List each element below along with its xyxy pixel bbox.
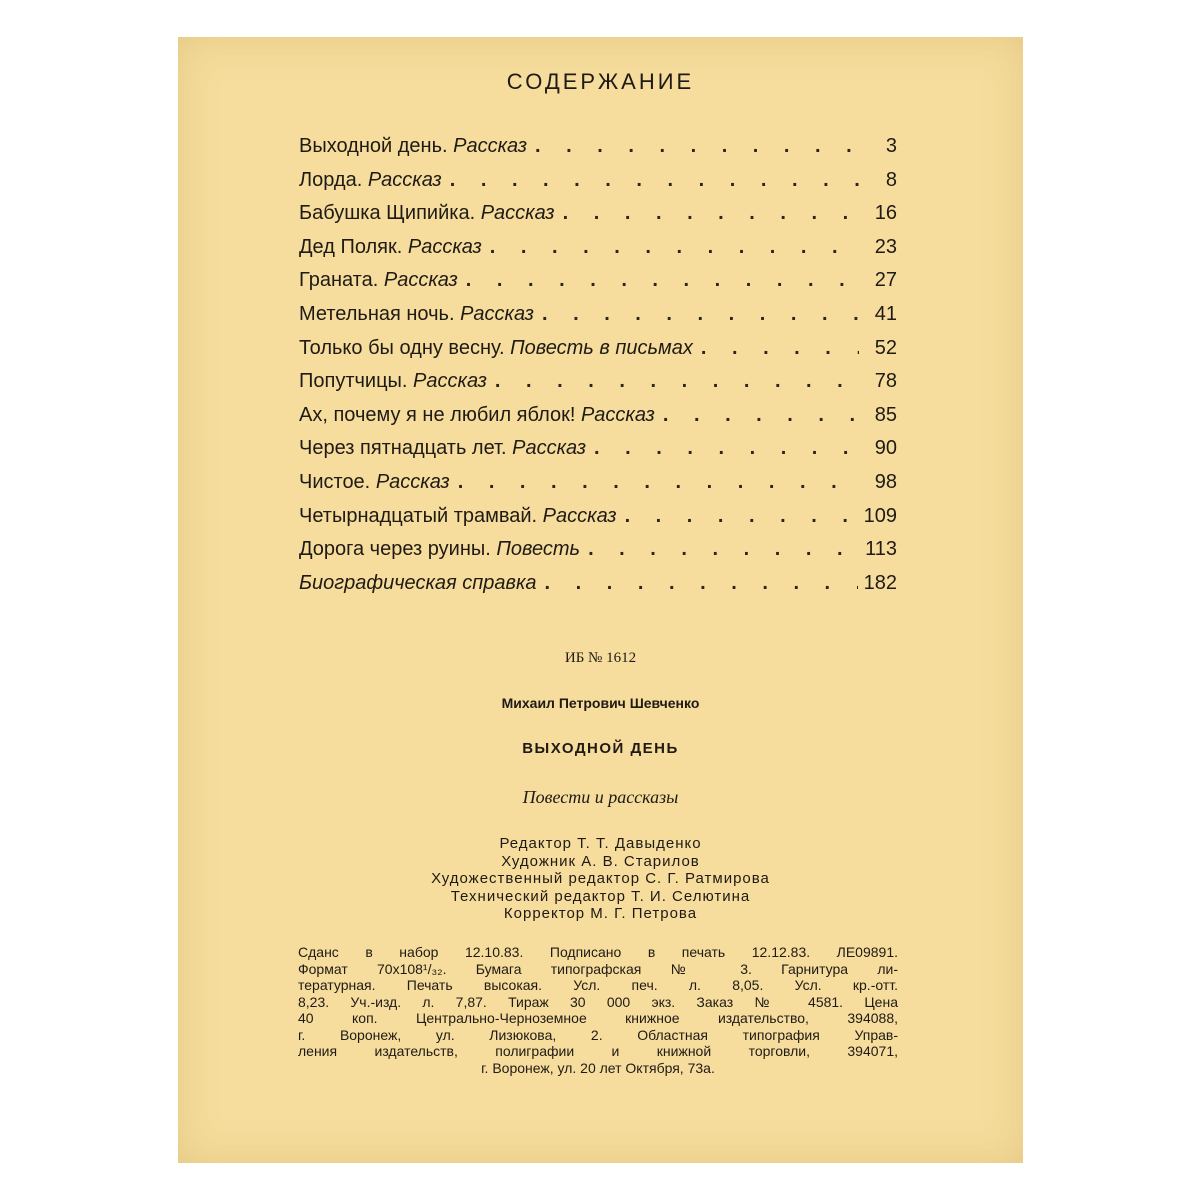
- toc-entry: [299, 370, 897, 404]
- colophon-line: г. Воронеж, ул. 20 лет Октября, 73а.: [481, 1059, 715, 1076]
- toc-entry-page: 16: [874, 202, 897, 225]
- table-of-contents: [299, 135, 897, 605]
- toc-entry-genre: Рассказ: [453, 135, 528, 157]
- toc-entry-title: Ах, почему я не любил яблок!: [299, 403, 576, 426]
- toc-dot-leader: [542, 303, 859, 326]
- colophon: [298, 944, 898, 1076]
- credits-block: [178, 835, 1023, 923]
- toc-entry-title: Попутчицы.: [299, 370, 408, 393]
- credit-artist: Художник А. В. Старилов: [501, 852, 700, 870]
- toc-entry-page: 27: [874, 269, 897, 292]
- credit-art-editor: Художественный редактор С. Г. Ратмирова: [431, 870, 770, 887]
- toc-entry-page: 113: [865, 538, 897, 561]
- toc-entry-page: 78: [874, 370, 897, 393]
- toc-entry-genre: Рассказ: [480, 202, 555, 225]
- toc-entry-genre: Биографическая справка: [299, 571, 537, 594]
- toc-entry-genre: Рассказ: [383, 269, 458, 292]
- toc-entry-page: 109: [863, 504, 897, 527]
- toc-entry-page: 85: [874, 403, 897, 426]
- toc-dot-leader: [458, 471, 859, 494]
- toc-entry-title: Метельная ночь.: [299, 302, 455, 325]
- toc-entry: [299, 572, 897, 606]
- toc-dot-leader: [450, 169, 859, 192]
- colophon-line: 8,23. Уч.-изд. л. 7,87. Тираж 30 000 экз. Заказ № 4581. Цена: [298, 993, 898, 1010]
- toc-entry: [299, 169, 897, 203]
- toc-dot-leader: [535, 135, 859, 158]
- toc-dot-leader: [588, 538, 859, 561]
- toc-entry-title: Только бы одну весну.: [299, 336, 505, 359]
- toc-entry: [299, 303, 897, 337]
- colophon-line: тературная. Печать высокая. Усл. печ. л. 8,05. Усл. кр.-отт.: [298, 977, 898, 993]
- toc-dot-leader: [625, 505, 858, 528]
- author-name: Михаил Петрович Шевченко: [501, 695, 700, 711]
- toc-entry-page: 23: [874, 235, 897, 258]
- toc-entry: [299, 236, 897, 270]
- toc-entry-genre: Рассказ: [460, 302, 534, 325]
- toc-dot-leader: [594, 437, 859, 460]
- credit-editor: Редактор Т. Т. Давыденко: [499, 835, 702, 852]
- credit-proofreader: Корректор М. Г. Петрова: [503, 905, 698, 922]
- toc-entry-page: 90: [874, 437, 897, 460]
- toc-entry-page: 182: [863, 571, 897, 594]
- toc-entry: [299, 135, 897, 169]
- toc-entry-genre: Повесть: [496, 538, 581, 561]
- toc-dot-leader: [563, 202, 859, 225]
- toc-entry-title: Бабушка Щипийка.: [299, 202, 476, 225]
- credit-tech-editor: Технический редактор Т. И. Селютина: [450, 887, 751, 905]
- toc-entry-title: Чистое.: [299, 470, 371, 493]
- ib-number: ИБ № 1612: [564, 650, 637, 666]
- toc-entry: [299, 202, 897, 236]
- toc-dot-leader: [545, 572, 858, 595]
- toc-dot-leader: [701, 337, 859, 360]
- book-title: ВЫХОДНОЙ ДЕНЬ: [522, 740, 679, 757]
- toc-entry-title: Дед Поляк.: [299, 235, 403, 258]
- toc-entry: [299, 471, 897, 505]
- toc-entry-title: Выходной день.: [299, 135, 448, 157]
- toc-entry-title: Лорда.: [299, 168, 363, 191]
- toc-dot-leader: [663, 404, 859, 427]
- toc-entry-page: 8: [885, 168, 897, 191]
- toc-dot-leader: [490, 236, 859, 259]
- toc-entry-page: 52: [874, 336, 897, 359]
- toc-entry-genre: Рассказ: [367, 168, 442, 191]
- toc-entry-genre: Рассказ: [375, 470, 450, 493]
- toc-entry-genre: Рассказ: [413, 370, 487, 393]
- colophon-line: Сданс в набор 12.10.83. Подписано в печать 12.12.83. ЛЕ09891.: [298, 944, 898, 960]
- toc-dot-leader: [495, 370, 859, 393]
- toc-entry-page: 3: [885, 135, 897, 157]
- toc-entry-page: 98: [874, 470, 897, 493]
- toc-entry-title: Граната.: [299, 269, 379, 292]
- toc-entry-genre: Повесть в письмах: [510, 336, 693, 359]
- toc-entry-page: 41: [874, 302, 897, 325]
- toc-entry: [299, 404, 897, 438]
- toc-entry-genre: Рассказ: [542, 504, 617, 527]
- toc-entry-title: Дорога через руины.: [299, 538, 491, 561]
- toc-entry-title: Четырнадцатый трамвай.: [299, 504, 538, 527]
- toc-entry: [299, 437, 897, 471]
- toc-entry: [299, 505, 897, 539]
- colophon-line: г. Воронеж, ул. Лизюкова, 2. Областная типография Управ-: [298, 1026, 898, 1043]
- colophon-line: ления издательств, полиграфии и книжной торговли, 394071,: [298, 1043, 898, 1059]
- toc-heading: СОДЕРЖАНИЕ: [506, 69, 695, 94]
- book-page: [178, 37, 1023, 1163]
- toc-entry-genre: Рассказ: [407, 235, 482, 258]
- colophon-line: 40 коп. Центрально-Черноземное книжное издательство, 394088,: [298, 1010, 898, 1026]
- toc-entry: [299, 538, 897, 572]
- toc-entry-genre: Рассказ: [580, 403, 655, 426]
- toc-entry: [299, 269, 897, 303]
- toc-entry: [299, 337, 897, 371]
- toc-dot-leader: [466, 269, 859, 292]
- toc-entry-genre: Рассказ: [512, 437, 587, 460]
- toc-entry-title: Через пятнадцать лет.: [299, 437, 507, 460]
- book-subtitle: Повести и рассказы: [522, 787, 679, 807]
- colophon-line: Формат 70х108¹/₃₂. Бумага типографская № 3. Гарнитура ли-: [298, 960, 898, 977]
